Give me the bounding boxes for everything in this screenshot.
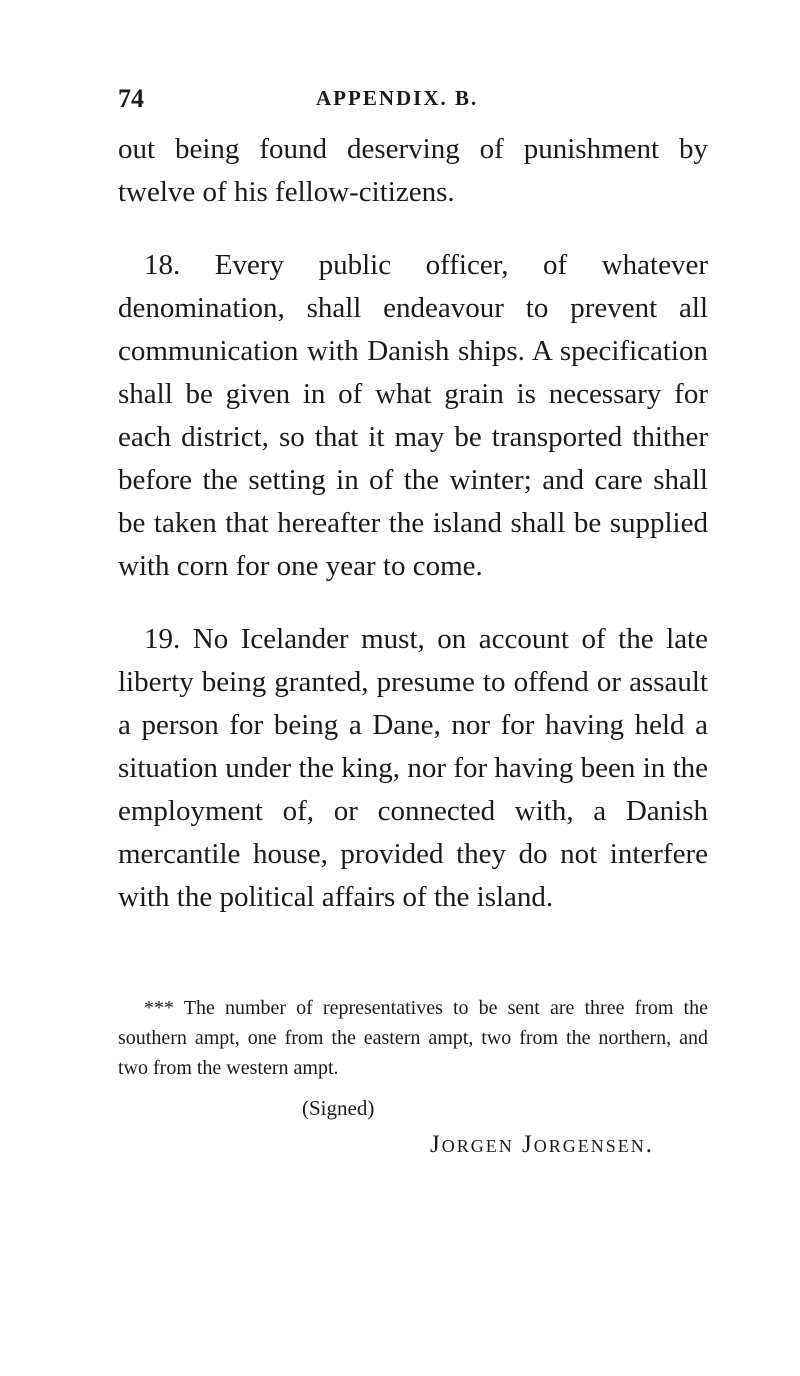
page-header bbox=[118, 84, 708, 114]
paragraph-18: 18. Every public officer, of whatever denomination, shall endeavour to prevent all communication with Danish ships. A specification shall be given in of what grain is necessary for each district, so that it may be transported thither before the setting in of the winter; and care shall be taken that hereafter the island shall be supplied with corn for one year to come. bbox=[118, 249, 708, 582]
signature-name: Jorgen Jorgensen. bbox=[430, 1131, 654, 1158]
running-head: APPENDIX. B. bbox=[316, 86, 479, 110]
paragraph-19: 19. No Icelander must, on account of the late liberty being granted, presume to offend or assault a person for being a Dane, nor for having held a situation under the king, nor for having been in the employment of, or connected with, a Danish mercantile house, provided they do not interfere with the political affairs of the island. bbox=[118, 623, 708, 913]
page-number: 74 bbox=[118, 84, 144, 113]
signed-label: (Signed) bbox=[302, 1096, 375, 1120]
footnote bbox=[118, 993, 708, 1083]
body-text bbox=[118, 128, 708, 919]
paragraph-continuation: out being found deserving of punishment by twelve of his fellow-citizens. bbox=[118, 133, 708, 208]
footnote-text: *** The number of representatives to be sent are three from the southern ampt, one from the eastern ampt, two from the northern, and two from the western ampt. bbox=[118, 997, 708, 1079]
